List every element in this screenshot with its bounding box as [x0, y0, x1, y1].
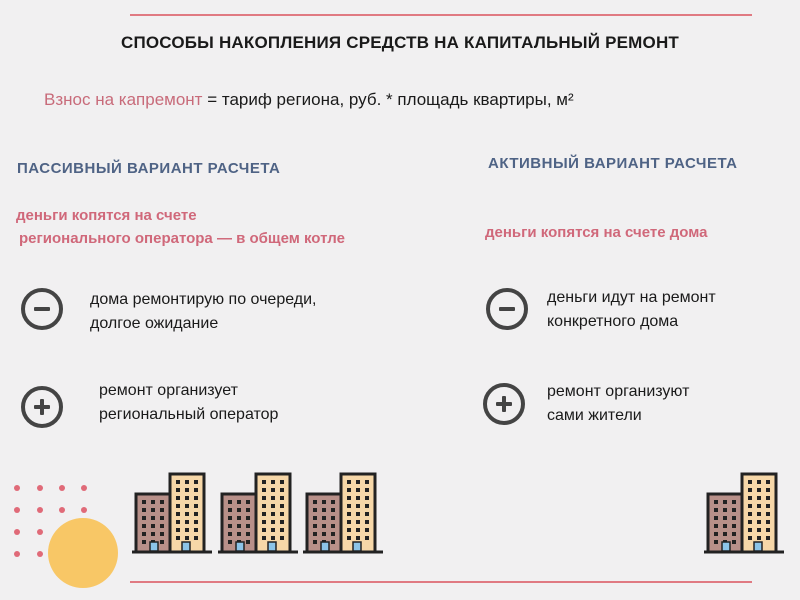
formula [44, 90, 574, 110]
passive-plus-line2: региональный оператор [99, 406, 279, 423]
active-plus-line1: ремонт организуют [547, 383, 690, 400]
passive-plus-text [99, 379, 278, 427]
formula-term: Взнос на капремонт [44, 90, 203, 109]
plus-circle-icon [21, 386, 63, 428]
page-title: СПОСОБЫ НАКОПЛЕНИЯ СРЕДСТВ НА КАПИТАЛЬНЫЙ РЕМОНТ [120, 33, 680, 52]
passive-plus-line1: ремонт организует [99, 382, 238, 399]
plus-circle-icon [483, 383, 525, 425]
minus-circle-icon [21, 288, 63, 330]
passive-minus-text [90, 288, 317, 336]
bottom-divider [130, 581, 752, 583]
passive-note-line1: деньги копятся на счете [16, 207, 197, 224]
active-plus-text [547, 380, 689, 428]
apartment-buildings-icon [214, 468, 300, 556]
passive-note-line2: регионального оператора — в общем котле [19, 230, 345, 247]
yellow-circle-decoration [48, 518, 118, 588]
active-minus-line2: конкретного дома [547, 313, 679, 330]
apartment-buildings-icon [299, 468, 385, 556]
top-divider [130, 14, 752, 16]
apartment-buildings-icon [128, 468, 214, 556]
passive-note [16, 204, 345, 250]
apartment-buildings-icon [700, 468, 786, 556]
minus-circle-icon [486, 288, 528, 330]
active-plus-line2: сами жители [547, 407, 642, 424]
active-minus-line1: деньги идут на ремонт [547, 289, 716, 306]
active-minus-text [547, 286, 716, 334]
formula-rest: = тариф региона, руб. * площадь квартиры, м² [202, 90, 574, 109]
passive-heading: ПАССИВНЫЙ ВАРИАНТ РАСЧЕТА [17, 160, 281, 177]
passive-minus-line1: дома ремонтирую по очереди, [90, 291, 317, 308]
active-heading: АКТИВНЫЙ ВАРИАНТ РАСЧЕТА [488, 155, 738, 172]
passive-minus-line2: долгое ожидание [90, 315, 219, 332]
active-note: деньги копятся на счете дома [485, 224, 708, 241]
